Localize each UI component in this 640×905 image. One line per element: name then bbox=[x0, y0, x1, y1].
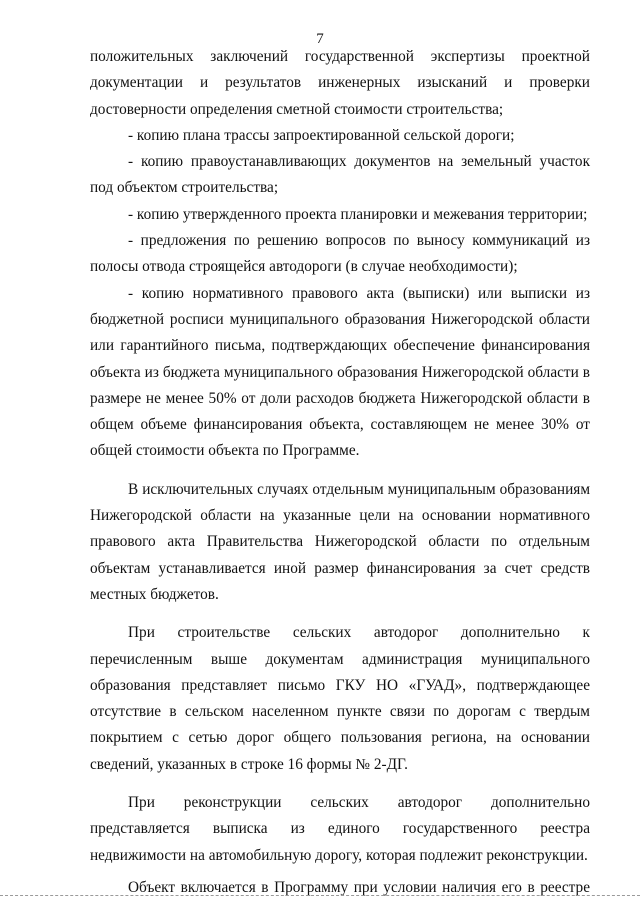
paragraph-program-inclusion: Объект включается в Программу при условии наличия его в реестре bbox=[128, 878, 590, 896]
paragraph-rural-road-construction: При строительстве сельских автодорог дополнительно к перечисленным выше документам администрация муниципального образования представляет письмо ГКУ НО «ГУАД», подтверждающее отсутствие в сельском населенном пункте связи по дорогам с твердым покрытием с сетью дорог общего пользования региона, на основании сведений, указанных в строке 16 формы № 2-ДГ. bbox=[90, 624, 590, 773]
paragraph-planning-project-copy: - копию утвержденного проекта планировки и межевания территории; bbox=[128, 205, 588, 223]
page-number: 7 bbox=[316, 31, 324, 47]
paragraph-utilities-relocation: - предложения по решению вопросов по выносу коммуникаций из полосы отвода строящейся автодороги (в случае необходимости); bbox=[90, 232, 590, 276]
paragraph-funding-confirmation: - копию нормативного правового акта (выписки) или выписки из бюджетной росписи муниципального образования Нижегородской области или гарантийного письма, подтверждающих обеспечение финансирования объекта из бюджета муниципального образования Нижегородской области в размере не менее 50% от доли расходов бюджета Нижегородской области в общем объеме финансирования объекта, составляющем не менее 30% от общей стоимости объекта по Программе. bbox=[90, 284, 590, 460]
paragraph-route-plan-copy: - копию плана трассы запроектированной сельской дороги; bbox=[128, 126, 515, 144]
page-bottom-edge-divider bbox=[0, 895, 640, 896]
paragraph-rural-road-reconstruction: При реконструкции сельских автодорог дополнительно представляется выписка из единого государственного реестра недвижимости на автомобильную дорогу, которая подлежит реконструкции. bbox=[90, 794, 590, 864]
paragraph-expertise-continuation: положительных заключений государственной экспертизы проектной документации и результатов инженерных изысканий и проверки достоверности определения сметной стоимости строительства; bbox=[90, 48, 590, 118]
body-text bbox=[90, 44, 590, 901]
paragraph-land-title-documents: - копию правоустанавливающих документов на земельный участок под объектом строительства; bbox=[90, 153, 590, 197]
paragraph-exceptional-cases: В исключительных случаях отдельным муниципальным образованиям Нижегородской области на указанные цели на основании нормативного правового акта Правительства Нижегородской области по отдельным объектам устанавливается иной размер финансирования за счет средств местных бюджетов. bbox=[90, 480, 590, 603]
